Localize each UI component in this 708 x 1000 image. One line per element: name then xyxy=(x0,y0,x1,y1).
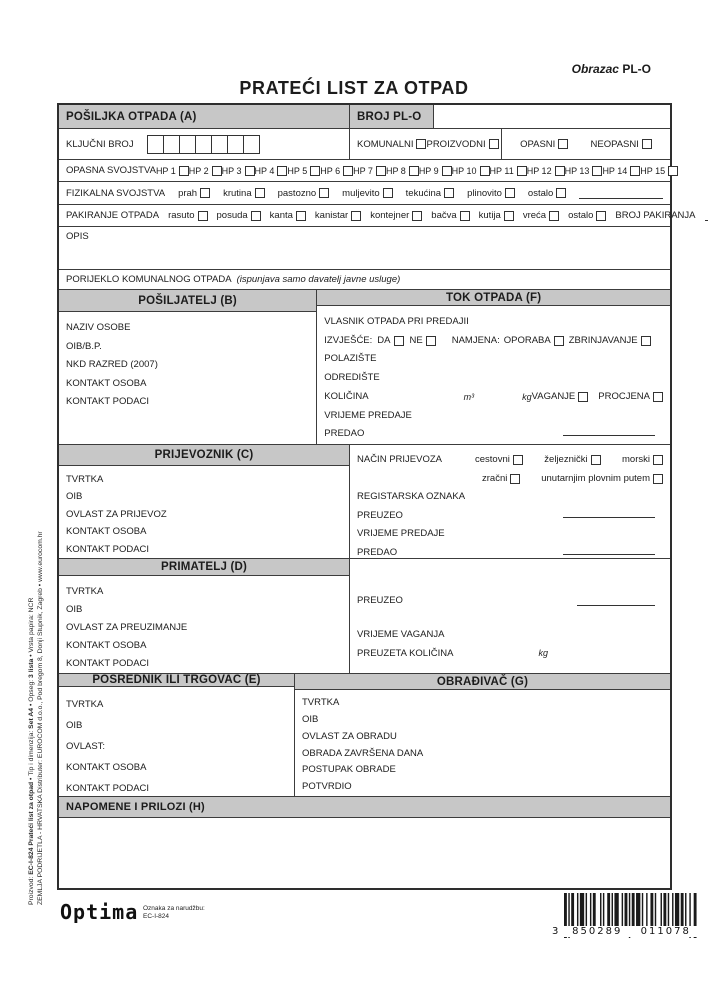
checkbox[interactable] xyxy=(426,336,436,346)
opis-field[interactable] xyxy=(59,227,670,269)
waste-accompanying-form xyxy=(57,103,696,890)
field-label: KONTAKT PODACI xyxy=(66,396,150,407)
obrazac-value: PL-O xyxy=(622,62,651,76)
field-label: TVRTKA xyxy=(302,697,340,709)
checkbox-label: morski xyxy=(622,454,650,465)
checkbox-label: željeznički xyxy=(544,454,588,465)
checkbox-label: cestovni xyxy=(475,454,510,465)
product-info-segment: Set A4 xyxy=(28,707,35,729)
checkbox-label: vreća xyxy=(522,210,547,221)
checkbox[interactable] xyxy=(277,166,287,176)
checkbox[interactable] xyxy=(510,474,520,484)
predao-label: PREDAO xyxy=(324,428,365,440)
barcode-digits-left: 850289 xyxy=(563,926,632,937)
section-h-header: NAPOMENE I PRILOZI (H) xyxy=(59,797,670,817)
obrazac-label: Obrazac xyxy=(571,62,619,76)
checkbox-label: HP 15 xyxy=(640,165,666,176)
predao-label: PREDAO xyxy=(357,546,398,558)
vrijeme-vaganja-label: VRIJEME VAGANJA xyxy=(357,629,445,640)
key-number-box[interactable] xyxy=(227,135,244,154)
packaging-row xyxy=(59,205,708,226)
checkbox[interactable] xyxy=(351,211,361,221)
checkbox[interactable] xyxy=(592,166,602,176)
product-info-segment: • Tip i dimenzija: xyxy=(28,728,35,782)
checkbox-label: ostalo xyxy=(568,210,594,221)
checkbox[interactable] xyxy=(596,211,606,221)
field-label: KONTAKT PODACI xyxy=(66,543,150,555)
odrediste-label: ODREDIŠTE xyxy=(324,372,380,384)
broj-plo-value-field[interactable] xyxy=(434,105,670,128)
fizikalna-svojstva-label: FIZIKALNA SVOJSTVA xyxy=(66,187,166,199)
order-code-block xyxy=(143,905,205,921)
kg-unit: kg xyxy=(538,648,548,658)
prijevoznik-fields[interactable] xyxy=(59,466,349,559)
checkbox-label: ZBRINJAVANJE xyxy=(568,334,638,346)
page-title: PRATEĆI LIST ZA OTPAD xyxy=(239,78,469,98)
field-label: NKD RAZRED (2007) xyxy=(66,359,158,370)
checkbox[interactable] xyxy=(200,188,210,198)
checkbox-label: kanistar xyxy=(314,210,349,221)
section-g-header: OBRAĐIVAČ (G) xyxy=(295,674,670,690)
checkbox[interactable] xyxy=(245,166,255,176)
checkbox-label: HP 7 xyxy=(353,165,373,176)
checkbox-label: PROIZVODNI xyxy=(426,138,486,150)
checkbox-label: KOMUNALNI xyxy=(357,138,414,150)
transport-row2 xyxy=(357,470,663,489)
kg-unit: kg xyxy=(522,391,532,402)
product-info-segment: ZEMLJA PODRIJETLA - HRVATSKA Distributer: EUROCOM d.o.o., Pod bregom 8, Donji Stupnik, Zagreb • www.eurocom.hr xyxy=(37,531,44,905)
checkbox[interactable] xyxy=(444,188,454,198)
key-number-box[interactable] xyxy=(195,135,212,154)
posrednik-fields[interactable] xyxy=(59,687,294,799)
broj-plo-label: BROJ PL-O xyxy=(350,105,434,128)
kljucni-broj-label: KLJUČNI BROJ xyxy=(66,138,134,150)
checkbox[interactable] xyxy=(641,336,651,346)
preuzeo-label: PREUZEO xyxy=(357,595,403,606)
vlasnik-label: VLASNIK OTPADA PRI PREDAJII xyxy=(324,316,469,328)
section-c-header: PRIJEVOZNIK (C) xyxy=(59,445,349,466)
field-label: OIB xyxy=(66,491,83,502)
checkbox-label: HP 1 xyxy=(155,165,176,176)
checkbox-label: krutina xyxy=(223,187,252,199)
predao-row xyxy=(324,425,663,444)
checkbox-label: VAGANJE xyxy=(531,390,576,402)
field-label: OIB xyxy=(66,604,83,615)
field-label: NAZIV OSOBE xyxy=(66,322,131,333)
field-label: TVRTKA xyxy=(66,699,104,710)
checkbox[interactable] xyxy=(556,188,566,198)
checkbox[interactable] xyxy=(630,166,640,176)
checkbox[interactable] xyxy=(412,211,422,221)
polaziste-label: POLAZIŠTE xyxy=(324,353,377,365)
checkbox-label: HP 5 xyxy=(287,165,308,176)
checkbox-label: kontejner xyxy=(370,210,410,221)
preuzeo-row xyxy=(357,595,663,606)
checkbox-label: HP 9 xyxy=(418,165,439,176)
checkbox[interactable] xyxy=(179,166,189,176)
checkbox-label: PROCJENA xyxy=(598,390,650,402)
pakiranje-label: PAKIRANJE OTPADA xyxy=(66,210,160,221)
napomene-field[interactable] xyxy=(59,818,670,891)
primatelj-right-cell[interactable] xyxy=(350,559,670,673)
field-label: OIB/B.P. xyxy=(66,340,102,352)
field-label: OIB xyxy=(302,714,319,726)
preuzeo-signature-line[interactable] xyxy=(563,507,655,518)
obradivac-fields[interactable] xyxy=(295,690,670,796)
opasna-svojstva-label: OPASNA SVOJSTVA xyxy=(66,165,156,176)
key-number-box[interactable] xyxy=(211,135,228,154)
field-label: OVLAST: xyxy=(66,741,106,752)
checkbox-label: kutija xyxy=(478,210,501,221)
checkbox-label: bačva xyxy=(431,210,457,221)
checkbox-label: pastozno xyxy=(277,187,317,199)
checkbox[interactable] xyxy=(383,188,393,198)
porijeklo-field[interactable] xyxy=(59,270,670,289)
ean-barcode xyxy=(552,893,700,945)
kolicina-row xyxy=(324,388,663,407)
broj-pakiranja-fill-line[interactable] xyxy=(705,210,708,221)
checkbox[interactable] xyxy=(480,166,490,176)
checkbox-label: HP 2 xyxy=(188,165,209,176)
checkbox[interactable] xyxy=(416,139,426,149)
checkbox-label: NE xyxy=(409,334,423,346)
checkbox[interactable] xyxy=(653,474,663,484)
checkbox-label: kanta xyxy=(269,210,293,221)
checkbox[interactable] xyxy=(513,455,523,465)
checkbox[interactable] xyxy=(343,166,353,176)
checkbox-label: tekućina xyxy=(405,187,442,199)
checkbox[interactable] xyxy=(505,188,515,198)
vertical-product-info xyxy=(27,475,45,905)
waste-type-hazard-group xyxy=(502,129,670,159)
checkbox-label: HP 8 xyxy=(385,165,406,176)
checkbox[interactable] xyxy=(310,166,320,176)
section-d-header: PRIMATELJ (D) xyxy=(59,559,349,576)
checkbox[interactable] xyxy=(578,392,588,402)
physical-properties-row xyxy=(59,182,670,204)
posiljatelj-fields[interactable] xyxy=(59,312,316,412)
field-label: KONTAKT PODACI xyxy=(66,658,150,669)
checkbox[interactable] xyxy=(409,166,419,176)
checkbox[interactable] xyxy=(255,188,265,198)
section-a-header: POŠILJKA OTPADA (A) xyxy=(59,105,350,128)
checkbox[interactable] xyxy=(653,455,663,465)
checkbox-label: HP 3 xyxy=(221,165,242,176)
product-info-segment: 3 lista xyxy=(28,658,35,678)
broj-pakiranja-label: BROJ PAKIRANJA xyxy=(615,210,696,221)
section-e-header: POSREDNIK ILI TRGOVAC (E) xyxy=(59,674,294,687)
order-label: Oznaka za narudžbu: xyxy=(143,905,205,912)
checkbox-label: OPORABA xyxy=(503,334,551,346)
checkbox-label: HP 4 xyxy=(254,165,275,176)
checkbox[interactable] xyxy=(489,139,499,149)
namjena-label: NAMJENA: xyxy=(451,334,500,346)
checkbox[interactable] xyxy=(653,392,663,402)
product-info-line1 xyxy=(27,475,36,905)
product-info-segment: EC-I-824 Prateći list za otpad xyxy=(28,781,35,875)
field-label: OVLAST ZA PRIJEVOZ xyxy=(66,508,167,520)
checkbox-label: rasuto xyxy=(168,210,195,221)
field-label: OIB xyxy=(66,720,83,731)
waste-type-municipal-group xyxy=(350,129,502,159)
checkbox-label: muljevito xyxy=(342,187,380,199)
product-info-line2 xyxy=(36,475,45,905)
field-label: KONTAKT PODACI xyxy=(66,783,150,794)
field-label: OVLAST ZA PREUZIMANJE xyxy=(66,622,188,633)
vrijeme-predaje-label: VRIJEME PREDAJE xyxy=(357,528,445,539)
checkbox-label: OPASNI xyxy=(520,138,556,150)
field-label: POSTUPAK OBRADE xyxy=(302,764,396,776)
kolicina-label: KOLIČINA xyxy=(324,390,369,402)
preuzeo-signature-line[interactable] xyxy=(577,595,655,606)
hazard-properties-row xyxy=(59,160,685,181)
key-number-box[interactable] xyxy=(179,135,196,154)
key-number-box[interactable] xyxy=(163,135,180,154)
barcode-digit-first: 3 xyxy=(552,926,559,937)
checkbox[interactable] xyxy=(394,336,404,346)
key-number-box[interactable] xyxy=(147,135,164,154)
checkbox[interactable] xyxy=(212,166,222,176)
section-b-header: POŠILJATELJ (B) xyxy=(59,290,316,312)
field-label: TVRTKA xyxy=(66,473,104,485)
section-f-header: TOK OTPADA (F) xyxy=(317,290,670,306)
field-label: KONTAKT OSOBA xyxy=(66,526,147,537)
izvjesce-namjena-row xyxy=(324,332,663,351)
field-label: OVLAST ZA OBRADU xyxy=(302,730,397,742)
checkbox[interactable] xyxy=(442,166,452,176)
predao-signature-line[interactable] xyxy=(563,425,655,436)
porijeklo-note: (ispunjava samo davatelj javne usluge) xyxy=(236,274,401,285)
checkbox[interactable] xyxy=(319,188,329,198)
checkbox[interactable] xyxy=(460,211,470,221)
checkbox[interactable] xyxy=(376,166,386,176)
ostalo-fill-line[interactable] xyxy=(579,188,663,199)
checkbox-label: DA xyxy=(377,334,391,346)
checkbox-label: zračni xyxy=(482,472,508,484)
barcode-digits-right: 011078 xyxy=(632,926,701,937)
form-code xyxy=(572,62,651,76)
checkbox-label: HP 12 xyxy=(526,165,552,176)
optima-logo: Optima xyxy=(60,900,139,924)
checkbox-label: HP 14 xyxy=(602,165,628,176)
registarska-label: REGISTARSKA OZNAKA xyxy=(357,491,466,502)
checkbox[interactable] xyxy=(198,211,208,221)
preuzeta-kolicina-label: PREUZETA KOLIČINA xyxy=(357,648,454,659)
product-info-segment: Proizvod: xyxy=(28,874,35,905)
nacin-prijevoza-cell[interactable] xyxy=(350,445,670,558)
field-label: KONTAKT OSOBA xyxy=(66,640,147,651)
checkbox[interactable] xyxy=(549,211,559,221)
field-label: KONTAKT OSOBA xyxy=(66,762,147,773)
barcode-digits xyxy=(552,926,700,937)
vrijeme-predaje-label: VRIJEME PREDAJE xyxy=(324,409,412,421)
checkbox[interactable] xyxy=(555,166,565,176)
checkbox[interactable] xyxy=(558,139,568,149)
primatelj-fields[interactable] xyxy=(59,576,349,673)
field-label: TVRTKA xyxy=(66,586,104,597)
izvjesce-label: IZVJEŠĆE: xyxy=(324,334,373,346)
checkbox[interactable] xyxy=(668,166,678,176)
m3-unit: m³ xyxy=(463,391,475,402)
checkbox-label: NEOPASNI xyxy=(590,138,639,150)
checkbox-label: plinovito xyxy=(467,187,502,199)
checkbox-label: HP 13 xyxy=(564,165,590,176)
preuzeo-row xyxy=(357,507,663,526)
checkbox-label: HP 6 xyxy=(320,165,341,176)
checkbox-label: prah xyxy=(178,187,198,199)
checkbox[interactable] xyxy=(591,455,601,465)
field-label: KONTAKT OSOBA xyxy=(66,377,147,389)
key-number-box[interactable] xyxy=(243,135,260,154)
predao-signature-line[interactable] xyxy=(563,544,655,555)
field-label: OBRADA ZAVRŠENA DANA xyxy=(302,747,424,759)
porijeklo-label: PORIJEKLO KOMUNALNOG OTPADA xyxy=(66,274,232,285)
checkbox[interactable] xyxy=(504,211,514,221)
field-label: POTVRDIO xyxy=(302,781,352,793)
preuzeo-label: PREUZEO xyxy=(357,509,403,521)
product-info-segment: • Opseg: xyxy=(28,677,35,708)
checkbox-label: ostalo xyxy=(527,187,554,199)
kljucni-broj-boxes xyxy=(148,135,260,154)
tok-otpada-fields[interactable] xyxy=(317,306,670,444)
transport-row1 xyxy=(357,451,663,470)
checkbox[interactable] xyxy=(554,336,564,346)
checkbox[interactable] xyxy=(517,166,527,176)
checkbox-label: posuda xyxy=(216,210,248,221)
preuzeta-kolicina-row xyxy=(357,648,663,659)
checkbox[interactable] xyxy=(251,211,261,221)
checkbox-label: HP 11 xyxy=(489,165,514,176)
checkbox[interactable] xyxy=(296,211,306,221)
product-info-segment: • Vrsta papira: NCR xyxy=(28,597,35,659)
checkbox-label: unutarnjim plovnim putem xyxy=(541,472,650,484)
checkbox[interactable] xyxy=(642,139,652,149)
checkbox-label: HP 10 xyxy=(451,165,477,176)
order-code: EC-I-824 xyxy=(143,913,170,920)
opis-label: OPIS xyxy=(66,231,89,242)
nacin-prijevoza-label: NAČIN PRIJEVOZA xyxy=(357,454,442,465)
